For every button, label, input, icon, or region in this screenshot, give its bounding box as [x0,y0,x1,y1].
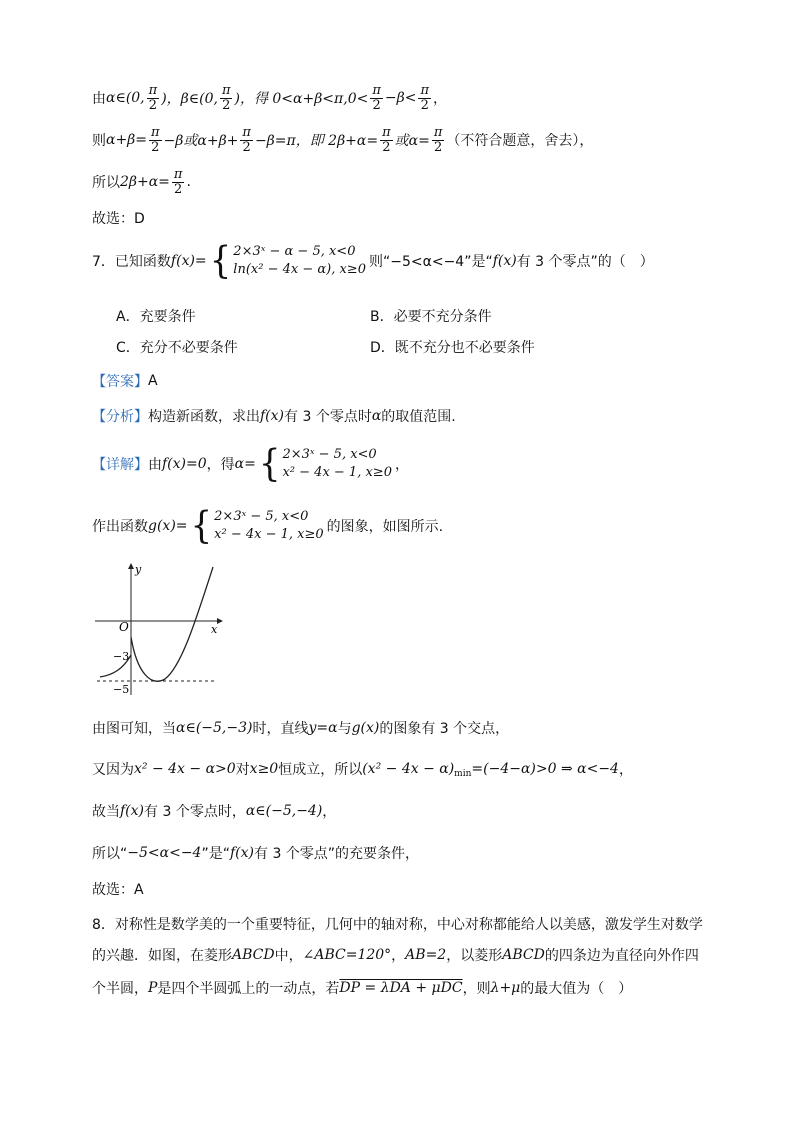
case-1: 2×3ˣ − α − 5, x<0 [233,244,356,259]
function-graph [95,563,225,698]
case-2: x² − 4x − 1, x≥0 [282,464,392,480]
text: 作出函数 [92,518,148,535]
text: ， [391,948,406,964]
question-7 [92,238,654,283]
label-minus-3: −3 [113,650,130,663]
solution-line-2 [92,126,593,154]
fraction-pi-over-2: $\frac{\pi}{2}$ [221,83,231,113]
option-d: D．既不充分也不必要条件 [370,340,535,356]
case-1: 2×3ˣ − 5, x<0 [282,447,377,462]
case-1: 2×3ˣ − 5, x<0 [214,509,309,524]
math: g(x)= [148,517,188,534]
x-axis-label: x [211,623,218,636]
x-axis-arrow [217,618,223,624]
fraction-pi-over-2: $\frac{\pi}{2}$ [148,83,158,113]
case-2: x² − 4x − 1, x≥0 [214,526,324,542]
piecewise-function: { 2×3ˣ − α − 5, x<0 ln(x² − 4x − α), x≥0 [209,238,366,283]
math: −β或α+β+ [163,133,239,150]
text: 的最大值为（ ） [520,981,633,997]
text: 故当 [92,804,120,820]
text: 的图象有 3 个交点， [379,721,510,737]
text: 由图可知，当 [92,721,176,737]
answer-value: A [148,373,158,389]
fraction-pi-over-2: $\frac{\pi}{2}$ [151,125,160,155]
text: ， [433,91,447,108]
text: ， [322,804,337,820]
text: 个半圆， [92,981,148,997]
fraction-pi-over-2: $\frac{\pi}{2}$ [420,83,429,113]
solution-line-s2 [92,759,633,779]
math: ∠ABC=120° [302,947,392,963]
solution-line-3 [92,168,191,196]
math: =(−4−α)>0 ⇒ α<−4 [471,761,619,777]
math: f(x) [120,803,145,819]
detail-line [92,441,409,486]
text: ， [618,762,633,778]
math: )，β∈(0, [161,91,218,108]
math: f(x)=0 [162,455,207,472]
text: 则“−5<α<−4”是“ [368,253,493,270]
math: α∈(−5,−4) [245,803,323,819]
math: x² − 4x − α>0 [134,761,236,777]
option-a: A．充要条件 [116,309,196,325]
option-c: C．充分不必要条件 [116,340,238,356]
math: 或α= [394,133,430,150]
math: f(x) [229,845,254,861]
text: ，以菱形 [446,948,503,964]
text: 中， [274,948,303,964]
text: 所以“ [92,846,128,862]
math: −β< [384,90,417,107]
answer-choice-line: 故选：D [92,211,145,227]
analysis-tag: 【分析】 [92,409,148,425]
fraction-pi-over-2: $\frac{\pi}{2}$ [372,83,381,113]
text: 有 3 个零点时 [284,409,372,425]
text: 由 [92,91,106,108]
fraction-pi-over-2: $\frac{\pi}{2}$ [173,167,183,197]
question-number: 7．已知函数 [92,253,171,270]
origin-label: O [119,620,129,634]
text: 有 3 个零点时， [144,804,246,820]
text: 构造新函数，求出 [148,409,260,425]
detail-tag: 【详解】 [92,456,148,473]
analysis-line [92,406,456,426]
text: 由 [148,456,162,473]
text: 的四条边为直径向外作四 [544,948,699,964]
math: x≥0 [249,761,279,777]
math: α∈(0, [106,90,145,107]
math: ABCD [502,947,545,963]
question-8-line-1: 8．对称性是数学美的一个重要特征，几何中的轴对称，中心对称都能给人以美感，激发学生对数学 [92,917,703,933]
answer-line [92,371,158,391]
math: (x² − 4x − α) [362,761,455,777]
math: f(x) [492,252,517,269]
text: 有 3 个零点”的充要条件， [254,846,420,862]
answer-choice-line-2: 故选：A [92,882,144,898]
fraction-pi-over-2: $\frac{\pi}{2}$ [433,125,443,155]
piecewise-function: { 2×3ˣ − 5, x<0 x² − 4x − 1, x≥0 [258,441,392,486]
solution-line-s1 [92,718,509,738]
math: α= [234,455,256,472]
text: 是四个半圆弧上的一动点，若 [157,981,340,997]
math: α∈(−5,−3) [176,720,253,736]
text: 的图象，如图所示. [326,518,444,535]
solution-line-s3 [92,801,336,821]
y-axis-arrow [128,563,134,569]
math: λ+μ [490,980,521,996]
piecewise-function: { 2×3ˣ − 5, x<0 x² − 4x − 1, x≥0 [190,503,324,548]
y-axis-label: y [135,563,142,576]
text: 恒成立，所以 [278,762,363,778]
text: 又因为 [92,762,134,778]
text: （不符合题意，舍去）， [446,133,594,150]
text: ， [394,456,409,473]
fraction-pi-over-2: $\frac{\pi}{2}$ [242,125,251,155]
question-8-line-2 [92,945,699,965]
math: −β=π，即 2β+α= [254,133,379,150]
curve-parabola-branch [131,567,213,681]
graph-intro-line [92,503,444,548]
math: ABCD [232,947,275,963]
case-2: ln(x² − 4x − α), x≥0 [233,261,366,277]
fraction-pi-over-2: $\frac{\pi}{2}$ [382,125,391,155]
math: 2β+α= [120,174,170,191]
text: 与 [337,721,352,737]
vector-equation: DP = λDA + μDC [339,980,463,996]
option-b: B．必要不充分条件 [370,309,492,325]
question-8-line-3 [92,978,632,998]
solution-line-s4 [92,843,419,863]
answer-tag: 【答案】 [92,374,148,390]
text: . [186,174,191,191]
text: 则 [92,133,106,150]
text: ，则 [462,981,491,997]
math: AB=2 [405,947,447,963]
text: 对 [235,762,250,778]
math: g(x) [351,720,380,736]
label-minus-5: −5 [113,683,130,696]
subscript-min: min [454,769,472,779]
text: ，得 [206,456,235,473]
text: 有 3 个零点”的（ ） [516,253,654,270]
math: α [371,408,382,424]
text: 时，直线 [252,721,309,737]
math: )，得 0<α+β<π,0< [234,91,369,108]
text: 所以 [92,175,120,192]
math: y=α [308,720,338,736]
text: 的取值范围. [381,409,456,425]
text: 的兴趣．如图，在菱形 [92,948,232,964]
math: f(x) [260,408,285,424]
math: −5<α<−4 [127,845,202,861]
math: f(x)= [170,252,207,269]
solution-line-1 [92,84,447,112]
math: P [148,980,158,996]
text: ”是“ [201,846,230,862]
math: α+β= [106,132,148,149]
